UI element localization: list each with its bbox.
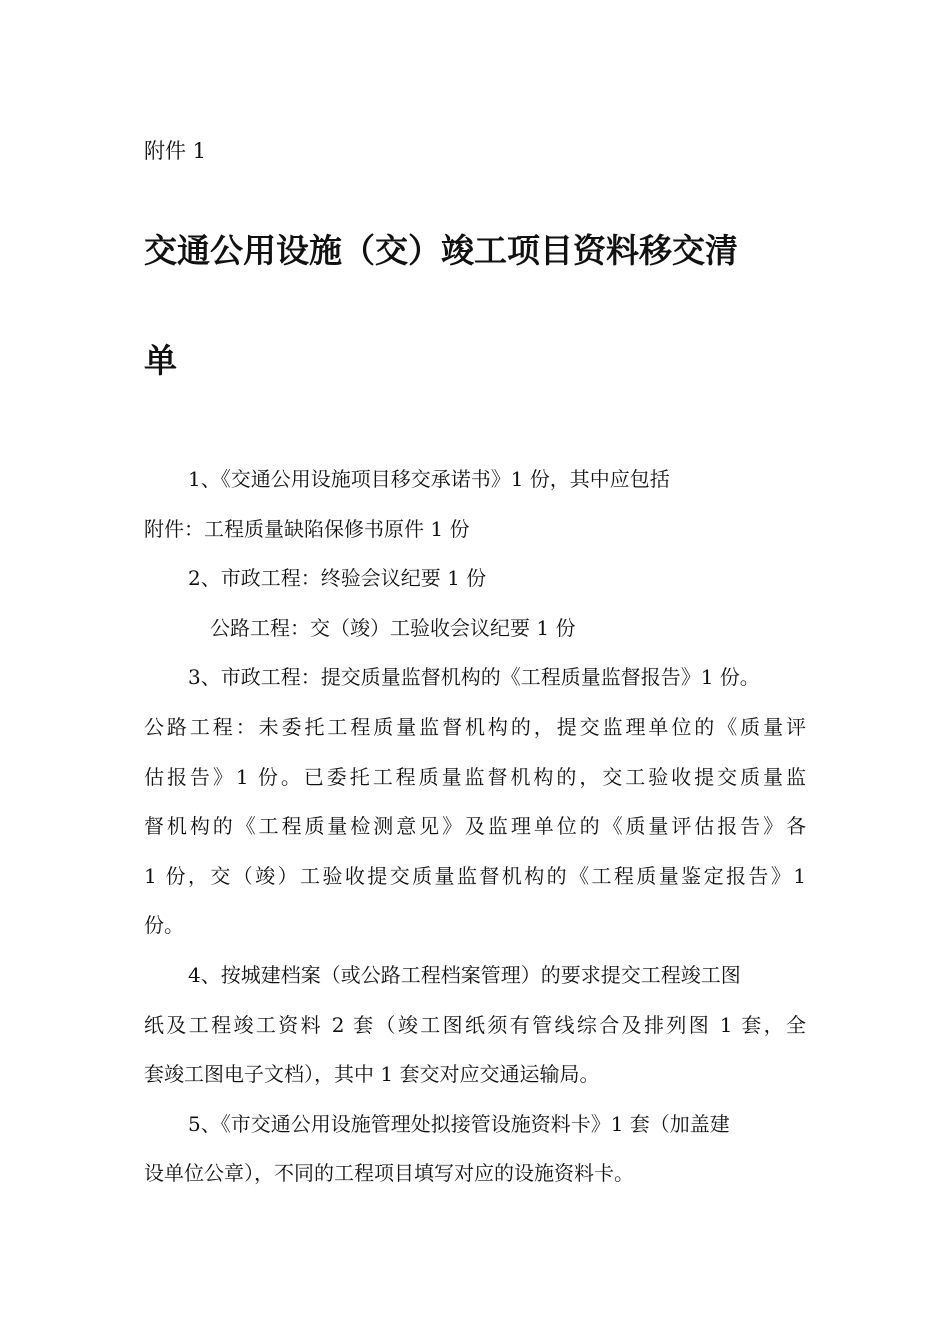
item-2-line: 2、市政工程：终验会议纪要 1 份 (188, 566, 487, 591)
item-3-line: 估报告》1 份。已委托工程质量监督机构的，交工验收提交质量监 (144, 764, 806, 789)
item-3-line: 督机构的《工程质量检测意见》及监理单位的《质量评估报告》各 (144, 814, 806, 839)
item-5-line: 5、《市交通公用设施管理处拟接管设施资料卡》1 套（加盖建 (188, 1111, 730, 1136)
item-1-line: 附件：工程质量缺陷保修书原件 1 份 (144, 516, 470, 541)
item-4-line: 纸及工程竣工资料 2 套（竣工图纸须有管线综合及排列图 1 套，全 (144, 1012, 806, 1037)
item-4-line: 4、按城建档案（或公路工程档案管理）的要求提交工程竣工图 (188, 962, 741, 987)
item-2-line: 公路工程：交（竣）工验收会议纪要 1 份 (210, 615, 576, 640)
item-3-line: 3、市政工程：提交质量监督机构的《工程质量监督报告》1 份。 (188, 665, 760, 690)
item-3-line: 份。 (144, 913, 184, 938)
item-1-line: 1、《交通公用设施项目移交承诺书》1 份，其中应包括 (188, 467, 670, 491)
title-line: 交通公用设施（交）竣工项目资料移交清 (144, 231, 738, 270)
item-4-line: 套竣工图电子文档），其中 1 套交对应交通运输局。 (144, 1062, 600, 1087)
attachment-label: 附件 1 (144, 139, 207, 163)
title-line: 单 (144, 341, 177, 380)
document-body (144, 455, 824, 1199)
document-title (144, 196, 824, 416)
item-3-line: 公路工程：未委托工程质量监督机构的，提交监理单位的《质量评 (144, 714, 806, 739)
item-5-line: 设单位公章），不同的工程项目填写对应的设施资料卡。 (144, 1161, 634, 1186)
item-3-line: 1 份，交（竣）工验收提交质量监督机构的《工程质量鉴定报告》1 (144, 863, 806, 888)
